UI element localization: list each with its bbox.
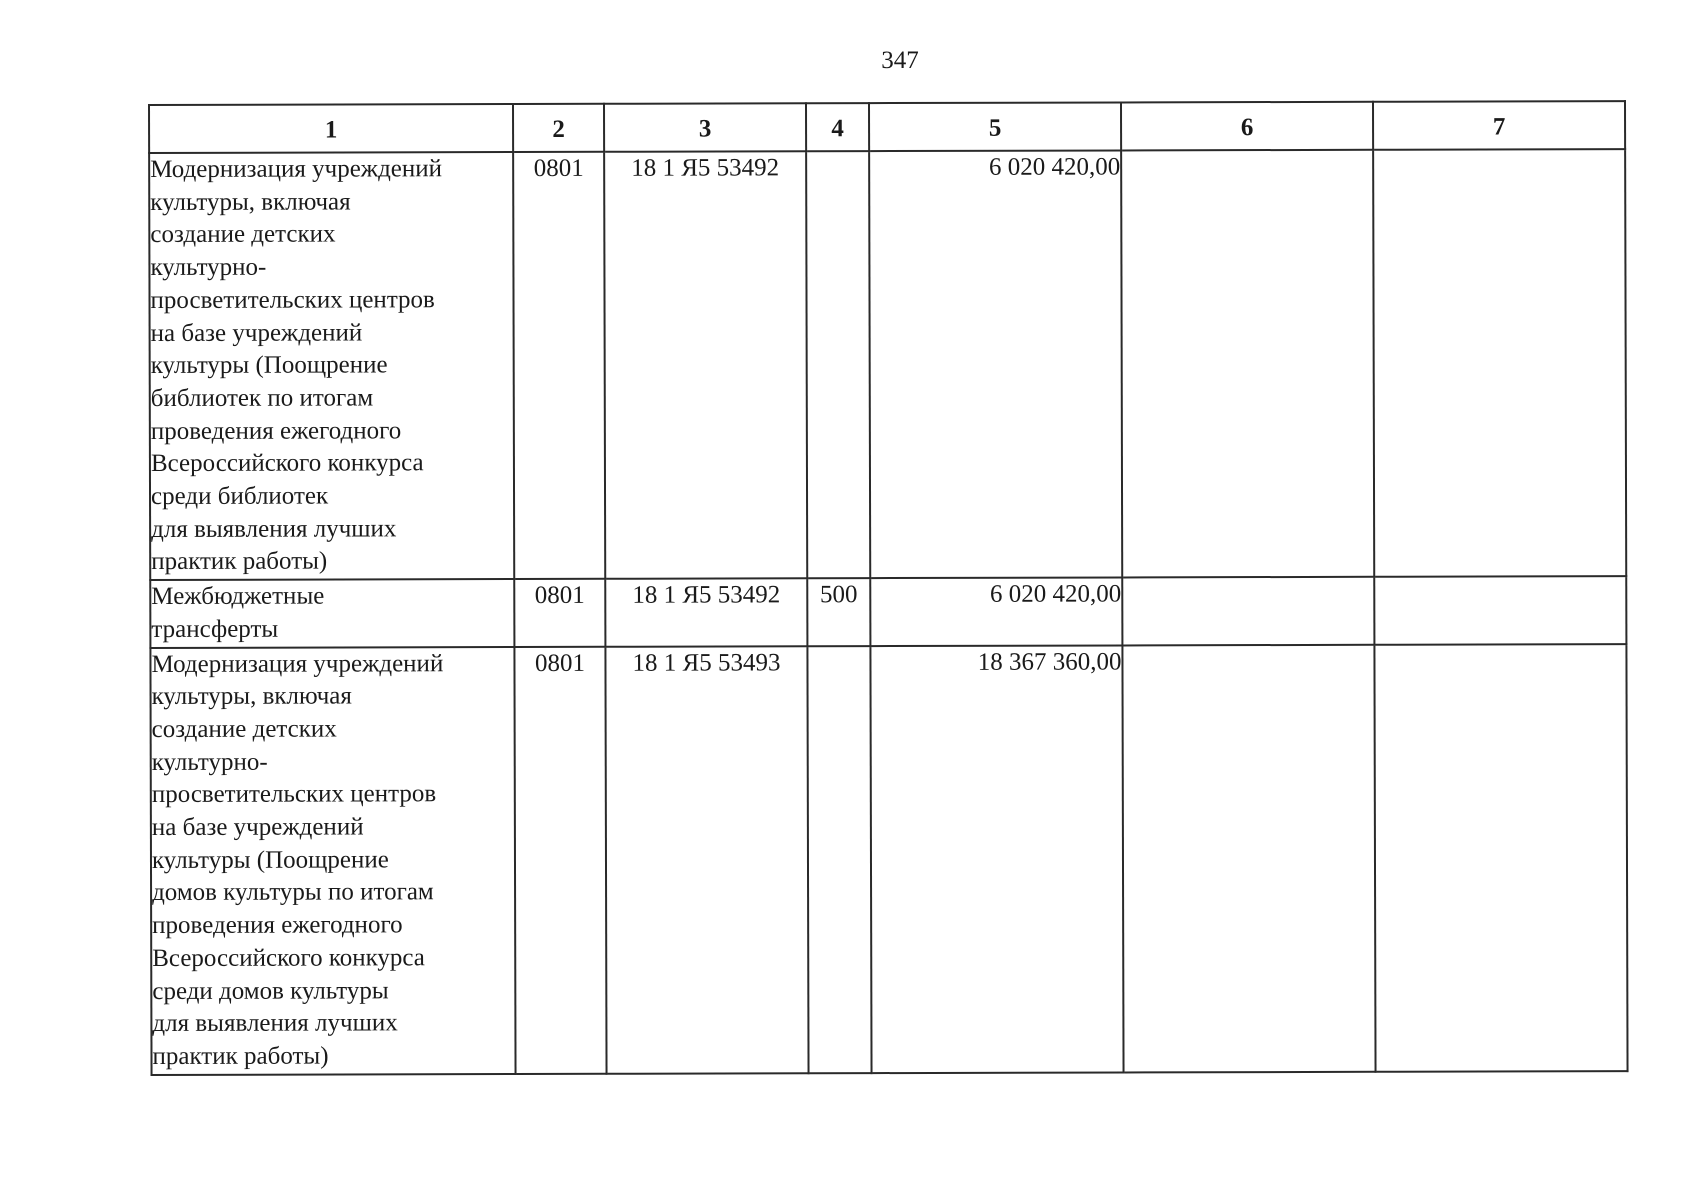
row-name-line: Модернизация учреждений	[151, 649, 444, 678]
column-header-7: 7	[1373, 101, 1625, 150]
target-code-cell: 18 1 Я5 53493	[605, 646, 808, 1074]
column-header-4: 4	[806, 103, 869, 151]
expense-type-cell: 500	[807, 578, 870, 646]
row-name-line: для выявления лучших	[152, 1009, 398, 1038]
row-name-line: культуры, включая	[150, 188, 351, 216]
amount-cell: 18 367 360,00	[870, 645, 1123, 1073]
section-code-cell: 0801	[514, 579, 605, 647]
column-header-2: 2	[513, 104, 604, 152]
row-name-line: практик работы)	[152, 1042, 329, 1070]
column-7-cell	[1374, 576, 1626, 644]
page-number: 347	[881, 47, 919, 74]
column-header-6: 6	[1121, 102, 1373, 151]
row-name-line: на базе учреждений	[151, 813, 364, 842]
row-name-line: Межбюджетные	[151, 582, 325, 611]
row-name-line: культуры (Поощрение	[151, 846, 389, 874]
section-code-cell: 0801	[514, 646, 606, 1073]
row-name-line: Модернизация учреждений	[150, 155, 443, 183]
amount-cell: 6 020 420,00	[870, 578, 1122, 646]
row-name-cell	[149, 152, 514, 580]
target-code-cell: 18 1 Я5 53492	[604, 151, 807, 579]
row-name-line: культуры, включая	[151, 682, 352, 711]
column-header-1: 1	[149, 104, 513, 153]
column-6-cell	[1122, 644, 1375, 1072]
row-name-line: создание детских	[150, 220, 336, 249]
row-name-line: на базе учреждений	[150, 318, 363, 347]
column-6-cell	[1122, 577, 1374, 645]
row-name-line: Всероссийского конкурса	[150, 449, 424, 478]
column-7-cell	[1373, 149, 1626, 577]
row-name-line: просветительских центров	[151, 780, 437, 809]
table-row	[149, 149, 1626, 580]
column-6-cell	[1121, 150, 1374, 578]
row-name-line: просветительских центров	[150, 286, 435, 314]
row-name-line: среди домов культуры	[152, 976, 389, 1005]
expense-type-cell	[806, 151, 870, 578]
row-name-line: культурно-	[150, 253, 267, 282]
target-code-cell: 18 1 Я5 53492	[605, 578, 807, 646]
header-row	[149, 101, 1625, 153]
row-name-line: проведения ежегодного	[150, 416, 402, 445]
row-name-line: практик работы)	[151, 547, 328, 576]
table-row	[150, 576, 1626, 647]
column-header-3: 3	[604, 103, 806, 152]
row-name-cell	[150, 647, 515, 1075]
row-name-line: культурно-	[151, 748, 268, 776]
expense-type-cell	[807, 646, 871, 1073]
table-row	[150, 644, 1627, 1075]
row-name-line: среди библиотек	[150, 482, 329, 511]
row-name-line: создание детских	[151, 715, 337, 743]
row-name-line: домов культуры по итогам	[152, 878, 434, 907]
row-name-line: Всероссийского конкурса	[152, 944, 425, 972]
row-name-line: проведения ежегодного	[152, 911, 403, 940]
row-name-cell	[150, 579, 514, 647]
amount-cell: 6 020 420,00	[869, 150, 1122, 578]
row-name-line: библиотек по итогам	[150, 384, 374, 412]
section-code-cell: 0801	[513, 152, 605, 579]
budget-table	[148, 100, 1629, 1076]
row-name-line: трансферты	[151, 615, 279, 643]
row-name-line: для выявления лучших	[151, 515, 397, 543]
column-header-5: 5	[869, 102, 1121, 151]
column-7-cell	[1374, 644, 1627, 1072]
row-name-line: культуры (Поощрение	[150, 351, 388, 380]
